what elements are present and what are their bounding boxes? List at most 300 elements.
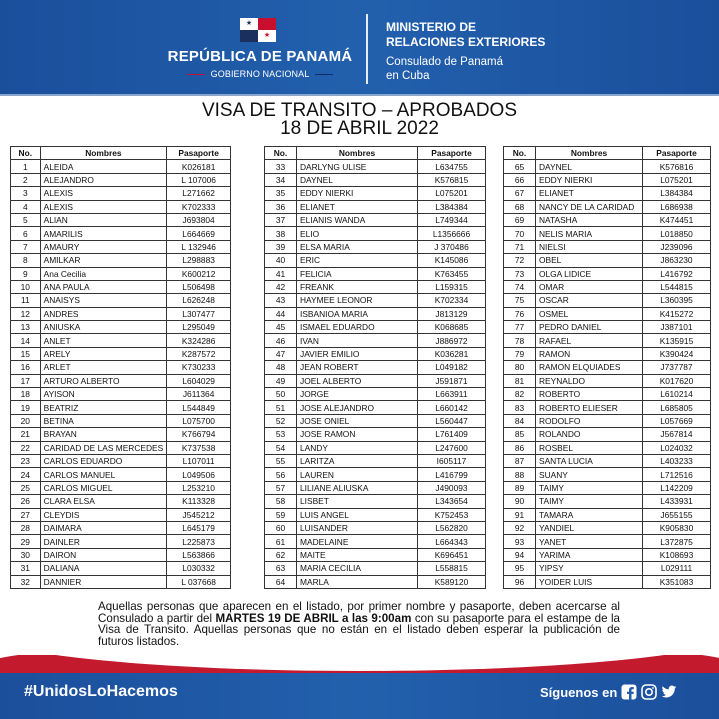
- table-row: [265, 307, 486, 320]
- table-row: [265, 321, 486, 334]
- row-number: 39: [265, 240, 297, 253]
- row-number: 34: [265, 173, 297, 186]
- header-banner: [0, 0, 719, 96]
- row-number: 54: [265, 441, 297, 454]
- passport-number: L664343: [418, 535, 486, 548]
- table-header-row: [11, 147, 231, 160]
- table-row: [265, 347, 486, 360]
- passport-number: K702333: [167, 200, 231, 213]
- table-row: [265, 334, 486, 347]
- table-row: [11, 213, 231, 226]
- table-row: [11, 548, 231, 561]
- passport-number: K766794: [167, 428, 231, 441]
- passport-number: L295049: [167, 321, 231, 334]
- passport-number: L416792: [643, 267, 711, 280]
- person-name: MARLA: [297, 575, 418, 588]
- table-row: [11, 187, 231, 200]
- table-row: [11, 575, 231, 588]
- row-number: 25: [11, 481, 41, 494]
- passport-number: L298883: [167, 254, 231, 267]
- table-row: [265, 441, 486, 454]
- person-name: LISBET: [297, 495, 418, 508]
- person-name: OSMEL: [536, 307, 643, 320]
- republic-title: REPÚBLICA DE PANAMÁ: [167, 48, 353, 65]
- passport-number: K752453: [418, 508, 486, 521]
- person-name: EDDY NIERKI: [297, 187, 418, 200]
- row-number: 57: [265, 481, 297, 494]
- row-number: 15: [11, 347, 41, 360]
- person-name: ALEXIS: [40, 200, 167, 213]
- person-name: YANET: [536, 535, 643, 548]
- row-number: 83: [504, 401, 536, 414]
- person-name: ELSA MARIA: [297, 240, 418, 253]
- person-name: LUISANDER: [297, 521, 418, 534]
- row-number: 9: [11, 267, 41, 280]
- passport-number: K763455: [418, 267, 486, 280]
- table-row: [265, 575, 486, 588]
- row-number: 63: [265, 562, 297, 575]
- row-number: 69: [504, 213, 536, 226]
- passport-number: J591871: [418, 374, 486, 387]
- person-name: TAMARA: [536, 508, 643, 521]
- passport-number: J655155: [643, 508, 711, 521]
- row-number: 28: [11, 521, 41, 534]
- passport-number: K600212: [167, 267, 231, 280]
- table-row: [265, 414, 486, 427]
- table-header-row: [265, 147, 486, 160]
- row-number: 95: [504, 562, 536, 575]
- person-name: CLEYDIS: [40, 508, 167, 521]
- row-number: 49: [265, 374, 297, 387]
- passport-number: L 132946: [167, 240, 231, 253]
- table-row: [265, 562, 486, 575]
- row-number: 11: [11, 294, 41, 307]
- passport-number: K702334: [418, 294, 486, 307]
- passport-number: L253210: [167, 481, 231, 494]
- table-row: [504, 521, 711, 534]
- person-name: LUIS ANGEL: [297, 508, 418, 521]
- person-name: MAITE: [297, 548, 418, 561]
- person-name: LILIANE ALIUSKA: [297, 481, 418, 494]
- person-name: RAFAEL: [536, 334, 643, 347]
- row-number: 88: [504, 468, 536, 481]
- row-number: 8: [11, 254, 41, 267]
- row-number: 76: [504, 307, 536, 320]
- person-name: LAUREN: [297, 468, 418, 481]
- passport-number: L018850: [643, 227, 711, 240]
- row-number: 48: [265, 361, 297, 374]
- person-name: ROBERTO ELIESER: [536, 401, 643, 414]
- person-name: ROSBEL: [536, 441, 643, 454]
- table-row: [11, 468, 231, 481]
- table-row: [265, 200, 486, 213]
- table-row: [265, 521, 486, 534]
- passport-number: L544815: [643, 280, 711, 293]
- table-row: [11, 401, 231, 414]
- table-row: [265, 468, 486, 481]
- passport-number: K390424: [643, 347, 711, 360]
- row-number: 59: [265, 508, 297, 521]
- person-name: DARLYNG ULISE: [297, 160, 418, 173]
- passport-number: L761409: [418, 428, 486, 441]
- table-row: [11, 280, 231, 293]
- person-name: YOIDER LUIS: [536, 575, 643, 588]
- row-number: 18: [11, 388, 41, 401]
- row-number: 31: [11, 562, 41, 575]
- row-number: 46: [265, 334, 297, 347]
- passport-number: J 370486: [418, 240, 486, 253]
- person-name: JOSE RAMON: [297, 428, 418, 441]
- person-name: CLARA ELSA: [40, 495, 167, 508]
- passport-number: K026181: [167, 160, 231, 173]
- passport-number: K135915: [643, 334, 711, 347]
- table-row: [265, 495, 486, 508]
- row-number: 6: [11, 227, 41, 240]
- passport-number: L307477: [167, 307, 231, 320]
- person-name: REYNALDO: [536, 374, 643, 387]
- col-no-header: No.: [504, 147, 536, 160]
- person-name: RAMON ELQUIADES: [536, 361, 643, 374]
- person-name: ELIANET: [536, 187, 643, 200]
- table-row: [11, 240, 231, 253]
- row-number: 2: [11, 173, 41, 186]
- table-row: [265, 280, 486, 293]
- person-name: SANTA LUCIA: [536, 454, 643, 467]
- person-name: TAIMY: [536, 481, 643, 494]
- person-name: OMAR: [536, 280, 643, 293]
- table-row: [504, 441, 711, 454]
- person-name: BEATRIZ: [40, 401, 167, 414]
- passport-number: J387101: [643, 321, 711, 334]
- person-name: NATASHA: [536, 213, 643, 226]
- row-number: 87: [504, 454, 536, 467]
- passport-number: K737538: [167, 441, 231, 454]
- table-row: [504, 535, 711, 548]
- passport-number: L416799: [418, 468, 486, 481]
- passport-number: K036281: [418, 347, 486, 360]
- passport-number: J863230: [643, 254, 711, 267]
- person-name: DAYNEL: [297, 173, 418, 186]
- table-row: [11, 414, 231, 427]
- row-number: 81: [504, 374, 536, 387]
- table-row: [11, 454, 231, 467]
- passport-number: L560447: [418, 414, 486, 427]
- passport-number: L049506: [167, 468, 231, 481]
- person-name: ANA PAULA: [40, 280, 167, 293]
- person-name: CARLOS MIGUEL: [40, 481, 167, 494]
- ministry-title: MINISTERIO DE RELACIONES EXTERIORES: [386, 20, 546, 49]
- passport-number: L 037668: [167, 575, 231, 588]
- passport-number: L024032: [643, 441, 711, 454]
- passport-number: L075201: [643, 173, 711, 186]
- person-name: ANIUSKA: [40, 321, 167, 334]
- passport-number: K108693: [643, 548, 711, 561]
- row-number: 70: [504, 227, 536, 240]
- table-row: [504, 227, 711, 240]
- consulate-title: Consulado de Panamá en Cuba: [386, 56, 503, 82]
- table-row: [265, 213, 486, 226]
- passport-number: L660142: [418, 401, 486, 414]
- passport-number: L049182: [418, 361, 486, 374]
- table-row: [265, 388, 486, 401]
- passport-number: J239096: [643, 240, 711, 253]
- person-name: ELIANIS WANDA: [297, 213, 418, 226]
- table-row: [11, 374, 231, 387]
- col-name-header: Nombres: [536, 147, 643, 160]
- table-row: [504, 388, 711, 401]
- passport-number: L686938: [643, 200, 711, 213]
- table-row: [504, 454, 711, 467]
- footer-banner: [0, 655, 719, 719]
- header-divider: [366, 14, 368, 84]
- row-number: 50: [265, 388, 297, 401]
- table-row: [11, 428, 231, 441]
- government-subtitle: GOBIERNO NACIONAL: [180, 67, 340, 81]
- row-number: 68: [504, 200, 536, 213]
- row-number: 1: [11, 160, 41, 173]
- col-no-header: No.: [265, 147, 297, 160]
- table-row: [504, 160, 711, 173]
- row-number: 41: [265, 267, 297, 280]
- row-number: 7: [11, 240, 41, 253]
- row-number: 26: [11, 495, 41, 508]
- row-number: 82: [504, 388, 536, 401]
- passport-number: L159315: [418, 280, 486, 293]
- person-name: JOEL ALBERTO: [297, 374, 418, 387]
- row-number: 73: [504, 267, 536, 280]
- table-row: [504, 294, 711, 307]
- col-passport-header: Pasaporte: [167, 147, 231, 160]
- passport-number: L664669: [167, 227, 231, 240]
- notice-paragraph: Aquellas personas que aparecen en el listado, por primer nombre y pasaporte, deben acercarse al Consulado a partir del MARTES 19 DE ABRIL a las 9:00am con su pasaporte para el estampe de la Visa de Transito. Aquellas personas que no están en el listado deben esperar la publicación de futuros listados.: [98, 600, 620, 648]
- row-number: 5: [11, 213, 41, 226]
- passport-number: K576816: [643, 160, 711, 173]
- person-name: CARIDAD DE LAS MERCEDES: [40, 441, 167, 454]
- row-number: 74: [504, 280, 536, 293]
- row-number: 12: [11, 307, 41, 320]
- person-name: DAINLER: [40, 535, 167, 548]
- person-name: JORGE: [297, 388, 418, 401]
- person-name: ARELY: [40, 347, 167, 360]
- row-number: 65: [504, 160, 536, 173]
- person-name: AMILKAR: [40, 254, 167, 267]
- table-row: [504, 548, 711, 561]
- table-row: [11, 361, 231, 374]
- person-name: EDDY NIERKI: [536, 173, 643, 186]
- passport-number: L626248: [167, 294, 231, 307]
- row-number: 80: [504, 361, 536, 374]
- person-name: ELIO: [297, 227, 418, 240]
- table-row: [504, 254, 711, 267]
- row-number: 51: [265, 401, 297, 414]
- row-number: 66: [504, 173, 536, 186]
- person-name: OLGA LIDICE: [536, 267, 643, 280]
- passport-number: L107011: [167, 454, 231, 467]
- table-row: [265, 240, 486, 253]
- table-row: [265, 187, 486, 200]
- instagram-icon[interactable]: [641, 684, 657, 700]
- passport-number: L029111: [643, 562, 711, 575]
- passport-number: K324286: [167, 334, 231, 347]
- table-row: [11, 495, 231, 508]
- row-number: 36: [265, 200, 297, 213]
- person-name: ISBANIOA MARIA: [297, 307, 418, 320]
- row-number: 30: [11, 548, 41, 561]
- passport-number: K696451: [418, 548, 486, 561]
- table-row: [265, 454, 486, 467]
- table-row: [265, 160, 486, 173]
- passport-number: L403233: [643, 454, 711, 467]
- row-number: 23: [11, 454, 41, 467]
- row-number: 85: [504, 428, 536, 441]
- passport-number: L663911: [418, 388, 486, 401]
- follow-us: Síguenos en: [540, 684, 677, 700]
- passport-number: L645179: [167, 521, 231, 534]
- passport-number: K474451: [643, 213, 711, 226]
- row-number: 16: [11, 361, 41, 374]
- person-name: JAVIER EMILIO: [297, 347, 418, 360]
- passport-number: L433931: [643, 495, 711, 508]
- person-name: PEDRO DANIEL: [536, 321, 643, 334]
- person-name: HAYMEE LEONOR: [297, 294, 418, 307]
- person-name: OBEL: [536, 254, 643, 267]
- person-name: ROLANDO: [536, 428, 643, 441]
- passport-number: L372875: [643, 535, 711, 548]
- row-number: 40: [265, 254, 297, 267]
- row-number: 22: [11, 441, 41, 454]
- person-name: AMARILIS: [40, 227, 167, 240]
- table-row: [265, 294, 486, 307]
- table-row: [504, 468, 711, 481]
- table-row: [504, 347, 711, 360]
- passport-number: L712516: [643, 468, 711, 481]
- person-name: Ana Cecilia: [40, 267, 167, 280]
- table-row: [11, 227, 231, 240]
- person-name: MADELAINE: [297, 535, 418, 548]
- row-number: 91: [504, 508, 536, 521]
- col-passport-header: Pasaporte: [418, 147, 486, 160]
- table-row: [11, 254, 231, 267]
- row-number: 10: [11, 280, 41, 293]
- person-name: DALIANA: [40, 562, 167, 575]
- person-name: ROBERTO: [536, 388, 643, 401]
- person-name: CARLOS MANUEL: [40, 468, 167, 481]
- passport-number: K415272: [643, 307, 711, 320]
- row-number: 19: [11, 401, 41, 414]
- table-row: [11, 347, 231, 360]
- passport-number: K287572: [167, 347, 231, 360]
- row-number: 71: [504, 240, 536, 253]
- row-number: 64: [265, 575, 297, 588]
- passport-number: K145086: [418, 254, 486, 267]
- passport-number: L610214: [643, 388, 711, 401]
- row-number: 13: [11, 321, 41, 334]
- row-number: 72: [504, 254, 536, 267]
- row-number: 52: [265, 414, 297, 427]
- row-number: 77: [504, 321, 536, 334]
- person-name: NELIS MARIA: [536, 227, 643, 240]
- passport-number: K351083: [643, 575, 711, 588]
- passport-number: K113328: [167, 495, 231, 508]
- person-name: ARLET: [40, 361, 167, 374]
- table-row: [11, 521, 231, 534]
- row-number: 90: [504, 495, 536, 508]
- table-row: [504, 334, 711, 347]
- person-name: DAIMARA: [40, 521, 167, 534]
- table-row: [504, 200, 711, 213]
- facebook-icon[interactable]: [621, 684, 637, 700]
- person-name: IVAN: [297, 334, 418, 347]
- row-number: 21: [11, 428, 41, 441]
- table-row: [11, 535, 231, 548]
- table-row: [504, 240, 711, 253]
- person-name: MARIA CECILIA: [297, 562, 418, 575]
- table-row: [265, 374, 486, 387]
- table-row: [504, 495, 711, 508]
- table-row: [11, 173, 231, 186]
- person-name: AMAURY: [40, 240, 167, 253]
- table-row: [504, 280, 711, 293]
- row-number: 53: [265, 428, 297, 441]
- row-number: 44: [265, 307, 297, 320]
- table-row: [504, 213, 711, 226]
- table-row: [265, 428, 486, 441]
- row-number: 67: [504, 187, 536, 200]
- row-number: 42: [265, 280, 297, 293]
- row-number: 45: [265, 321, 297, 334]
- person-name: DANNIER: [40, 575, 167, 588]
- passport-number: J611364: [167, 388, 231, 401]
- row-number: 56: [265, 468, 297, 481]
- person-name: FREANK: [297, 280, 418, 293]
- table-row: [504, 267, 711, 280]
- person-name: RAMON: [536, 347, 643, 360]
- passport-number: L075700: [167, 414, 231, 427]
- person-name: NANCY DE LA CARIDAD: [536, 200, 643, 213]
- person-name: YARIMA: [536, 548, 643, 561]
- row-number: 47: [265, 347, 297, 360]
- table-row: [11, 562, 231, 575]
- person-name: ANDRES: [40, 307, 167, 320]
- passport-number: L 107006: [167, 173, 231, 186]
- passport-number: L634755: [418, 160, 486, 173]
- table-row: [11, 334, 231, 347]
- passport-number: L685805: [643, 401, 711, 414]
- col-no-header: No.: [11, 147, 41, 160]
- person-name: ALEIDA: [40, 160, 167, 173]
- person-name: JOSE ALEJANDRO: [297, 401, 418, 414]
- table-row: [11, 321, 231, 334]
- table-row: [504, 173, 711, 186]
- row-number: 92: [504, 521, 536, 534]
- passport-number: J567814: [643, 428, 711, 441]
- col-passport-header: Pasaporte: [643, 147, 711, 160]
- person-name: CARLOS EDUARDO: [40, 454, 167, 467]
- passport-number: J693804: [167, 213, 231, 226]
- passport-number: L384384: [643, 187, 711, 200]
- table-row: [504, 575, 711, 588]
- passport-number: L075201: [418, 187, 486, 200]
- passport-number: L562820: [418, 521, 486, 534]
- table-row: [11, 160, 231, 173]
- table-row: [265, 481, 486, 494]
- twitter-icon[interactable]: [661, 684, 677, 700]
- row-number: 79: [504, 347, 536, 360]
- row-number: 4: [11, 200, 41, 213]
- table-row: [11, 200, 231, 213]
- table-row: [504, 401, 711, 414]
- passport-number: J545212: [167, 508, 231, 521]
